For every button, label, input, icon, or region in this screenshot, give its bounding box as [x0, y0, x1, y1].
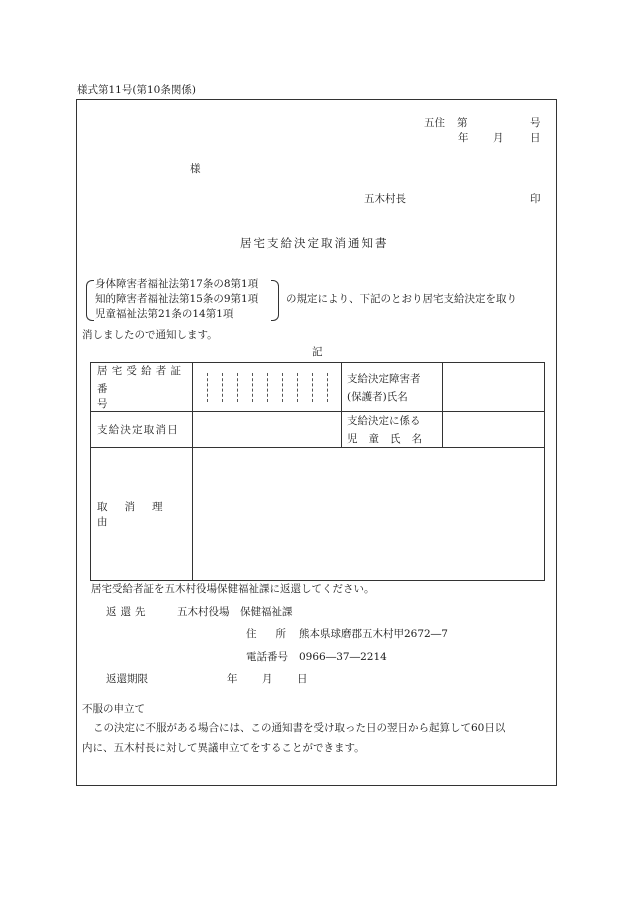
digit-divider [297, 373, 298, 402]
digit-divider [207, 373, 208, 402]
doc-no-go: 号 [530, 117, 541, 129]
date-month: 月 [493, 132, 504, 144]
deadline-label: 返還期限 [106, 673, 148, 685]
cancel-date-label-cell [91, 412, 193, 448]
digit-divider [267, 373, 268, 402]
phone-value: 0966―37―2214 [299, 651, 387, 663]
digit-divider [327, 373, 328, 402]
body-line-2: 消しましたので通知します。 [82, 329, 218, 341]
address-value: 熊本県球磨郡五木村甲2672―7 [299, 628, 448, 640]
person-value-cell[interactable] [443, 363, 545, 412]
child-value-cell[interactable] [443, 412, 545, 448]
person-label-line1: 支給決定障害者 [347, 372, 421, 385]
cancel-date-value-cell[interactable] [193, 412, 342, 448]
person-label-line2: (保護者)氏名 [347, 390, 408, 403]
bracket-right [271, 280, 279, 321]
body-line-1: の規定により、下記のとおり居宅支給決定を取り [286, 293, 517, 305]
reason-label-cell [91, 448, 193, 581]
recipient-cert-number-cell[interactable] [193, 363, 342, 412]
reason-label: 取消理由 [97, 501, 180, 528]
date-year: 年 [458, 132, 469, 144]
law-item: 児童福祉法第21条の14第1項 [95, 308, 234, 320]
phone-label: 電話番号 [246, 651, 288, 663]
recipient-cert-label-cell [91, 363, 193, 412]
address-label: 住所 [246, 628, 305, 640]
digit-divider [282, 373, 283, 402]
child-label-line1: 支給決定に係る [347, 415, 421, 427]
return-dest-value: 五木村役場 保健福祉課 [177, 606, 293, 618]
deadline-month: 月 [262, 673, 273, 685]
person-label-cell [342, 363, 443, 412]
law-item: 身体障害者福祉法第17条の8第1項 [95, 278, 259, 290]
digit-divider [222, 373, 223, 402]
bracket-left [86, 280, 94, 321]
law-item: 知的障害者福祉法第15条の9第1項 [95, 293, 259, 305]
reason-value-cell[interactable] [193, 448, 545, 581]
addressee-suffix: 様 [190, 163, 201, 175]
doc-no-dai: 第 [457, 117, 468, 129]
cancel-date-label: 支給決定取消日 [97, 424, 179, 436]
issuer-seal: 印 [530, 193, 541, 205]
deadline-year: 年 [227, 673, 238, 685]
child-label-cell [342, 412, 443, 448]
appeal-text-line1: この決定に不服がある場合には、この通知書を受け取った日の翌日から起算して60日以 [93, 722, 506, 734]
digit-dividers [193, 373, 341, 402]
digit-divider [237, 373, 238, 402]
form-number: 様式第11号(第10条関係) [77, 84, 196, 96]
details-table [90, 362, 545, 581]
return-dest-label: 返還先 [106, 606, 150, 618]
child-label-line2: 児童氏名 [347, 433, 433, 445]
deadline-day: 日 [297, 673, 308, 685]
appeal-heading: 不服の申立て [82, 703, 145, 715]
digit-divider [312, 373, 313, 402]
appeal-text-line2: 内に、五木村長に対して異議申立てをすることができます。 [82, 742, 365, 754]
recipient-cert-label-line1: 居宅受給者証 [97, 365, 186, 377]
return-instruction: 居宅受給者証を五木村役場保健福祉課に返還してください。 [91, 583, 375, 595]
date-day: 日 [530, 132, 541, 144]
ki-mark: 記 [312, 346, 323, 358]
doc-no-prefix: 五住 [424, 117, 445, 129]
issuer-name: 五木村長 [364, 193, 406, 205]
digit-divider [252, 373, 253, 402]
recipient-cert-label-line2: 番号 [97, 383, 175, 410]
document-title: 居宅支給決定取消通知書 [240, 236, 389, 250]
